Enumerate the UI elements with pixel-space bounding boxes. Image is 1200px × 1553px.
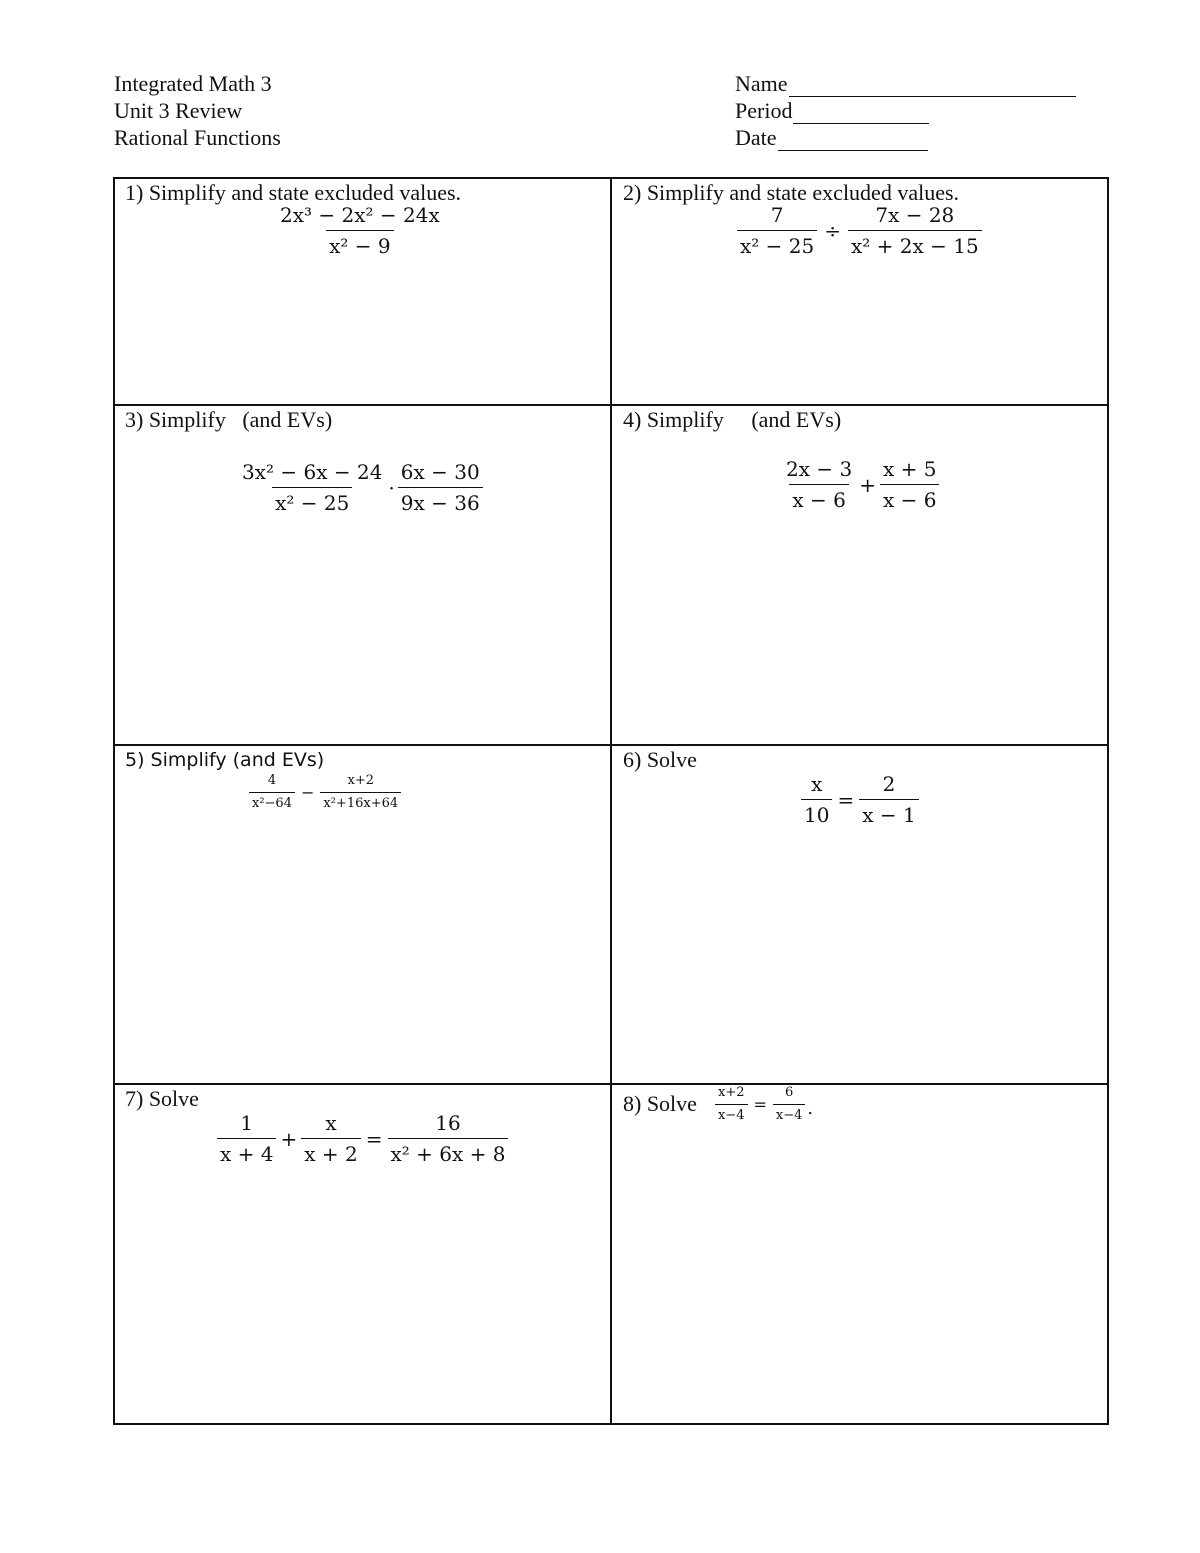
numerator: 6x − 30 [400, 460, 480, 484]
multiply-operator: · [388, 475, 395, 500]
period-mark: . [807, 1098, 814, 1119]
problem-3-title: 3) Simplify (and EVs) [125, 407, 333, 432]
problem-6-title: 6) Solve [623, 747, 697, 772]
numerator: 16 [435, 1111, 461, 1135]
denominator: x² − 9 [326, 230, 394, 258]
name-line[interactable] [789, 76, 1076, 97]
fraction-right [848, 203, 982, 258]
plus-operator: + [280, 1126, 298, 1151]
fraction-left [783, 457, 855, 512]
denominator: 10 [801, 799, 832, 827]
fraction-right [880, 457, 939, 512]
period-field[interactable] [735, 97, 1076, 124]
problem-2-box[interactable] [611, 177, 1109, 404]
problem-1-expression [275, 203, 445, 258]
problem-5-box[interactable] [113, 744, 611, 1083]
problem-5-title: 5) Simplify (and EVs) [125, 749, 325, 771]
fraction-right [773, 1085, 806, 1124]
problem-8-title: 8) Solve [623, 1091, 697, 1116]
denominator: x + 4 [217, 1138, 276, 1166]
date-line[interactable] [778, 130, 928, 151]
equals-operator: = [837, 787, 855, 812]
problem-7-expression [215, 1111, 510, 1166]
topic-title: Rational Functions [114, 125, 281, 150]
denominator: x−4 [773, 1104, 806, 1124]
problem-4-title: 4) Simplify (and EVs) [623, 407, 842, 432]
problem-3-box[interactable] [113, 404, 611, 744]
denominator: x² + 2x − 15 [848, 230, 982, 258]
denominator: x² − 25 [272, 487, 352, 515]
problem-1-box[interactable] [113, 177, 611, 404]
problem-2-expression [735, 203, 984, 258]
unit-title: Unit 3 Review [114, 98, 243, 123]
problem-8-expression [713, 1085, 813, 1124]
divide-operator: ÷ [824, 218, 841, 243]
problem-8-box[interactable] [611, 1083, 1109, 1425]
header-left [114, 70, 281, 151]
date-label: Date [735, 125, 777, 150]
problem-3-expression [237, 460, 485, 515]
problem-6-expression [799, 772, 921, 827]
problem-1-title: 1) Simplify and state excluded values. [125, 180, 462, 205]
denominator: x²−64 [249, 792, 295, 812]
numerator: 2x − 3 [786, 457, 853, 481]
equals-operator: = [365, 1126, 383, 1151]
fraction-right [859, 772, 918, 827]
denominator: x − 6 [880, 484, 939, 512]
numerator: 2 [882, 772, 896, 796]
fraction-middle [301, 1111, 360, 1166]
date-field[interactable] [735, 124, 1076, 151]
fraction-right [388, 1111, 509, 1166]
minus-operator: − [300, 783, 315, 802]
fraction [277, 203, 443, 258]
equals-operator: = [753, 1095, 767, 1114]
name-label: Name [735, 71, 788, 96]
denominator: 9x − 36 [398, 487, 483, 515]
denominator: x + 2 [301, 1138, 360, 1166]
header-right [735, 70, 1076, 151]
fraction-left [801, 772, 832, 827]
numerator: 7x − 28 [875, 203, 955, 227]
numerator: 2x³ − 2x² − 24x [280, 203, 440, 227]
numerator: x [325, 1111, 337, 1135]
denominator: x²+16x+64 [320, 792, 401, 812]
period-line[interactable] [793, 103, 929, 124]
fraction-left [715, 1085, 748, 1124]
numerator: x [811, 772, 823, 796]
name-field[interactable] [735, 70, 1076, 97]
problem-2-title: 2) Simplify and state excluded values. [623, 180, 960, 205]
fraction-left [737, 203, 817, 258]
numerator: 7 [770, 203, 784, 227]
fraction-right [320, 773, 401, 812]
numerator: x + 5 [882, 457, 937, 481]
numerator: 4 [267, 773, 277, 788]
numerator: x+2 [718, 1085, 745, 1100]
fraction-left [249, 773, 295, 812]
denominator: x² + 6x + 8 [388, 1138, 509, 1166]
problem-6-box[interactable] [611, 744, 1109, 1083]
denominator: x − 1 [859, 799, 918, 827]
numerator: x+2 [347, 773, 375, 788]
problem-4-box[interactable] [611, 404, 1109, 744]
problem-5-expression [247, 773, 403, 812]
problem-7-title: 7) Solve [125, 1086, 199, 1111]
course-title: Integrated Math 3 [114, 71, 272, 96]
fraction-left [217, 1111, 276, 1166]
problem-4-expression [781, 457, 941, 512]
plus-operator: + [859, 472, 876, 497]
fraction-right [398, 460, 483, 515]
period-label: Period [735, 98, 793, 123]
denominator: x−4 [715, 1104, 748, 1124]
problem-7-box[interactable] [113, 1083, 611, 1425]
numerator: 6 [785, 1085, 794, 1100]
denominator: x² − 25 [737, 230, 817, 258]
numerator: 1 [240, 1111, 254, 1135]
numerator: 3x² − 6x − 24 [242, 460, 383, 484]
fraction-left [239, 460, 385, 515]
denominator: x − 6 [789, 484, 848, 512]
